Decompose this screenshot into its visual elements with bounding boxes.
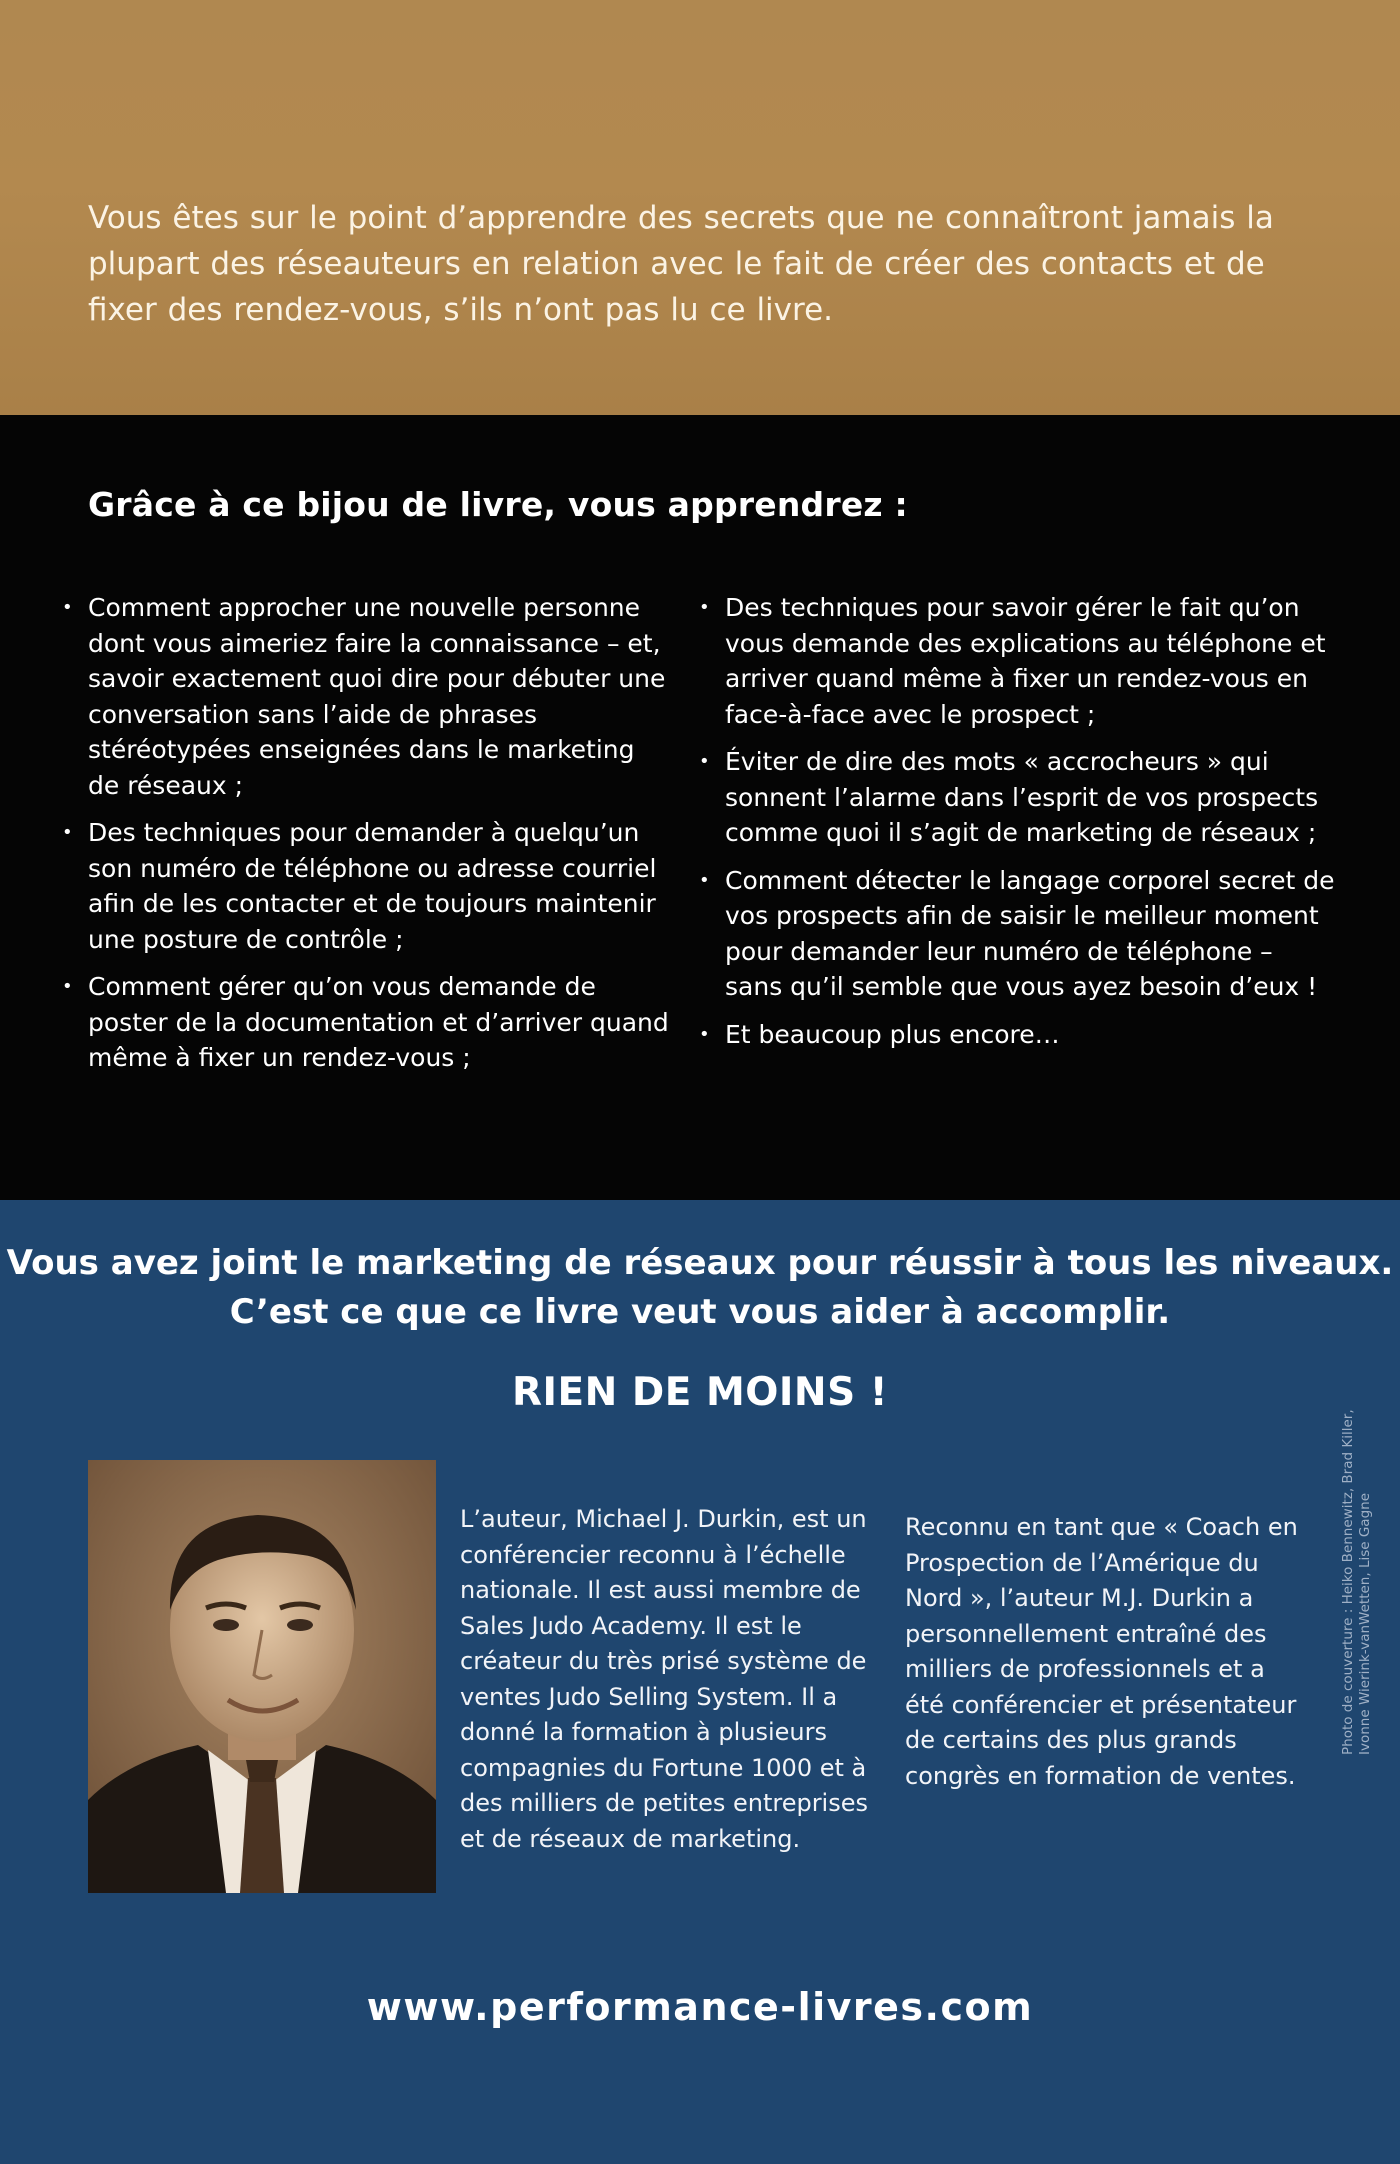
website-url: www.performance-livres.com xyxy=(366,1985,1034,2029)
list-item: • Comment approcher une nouvelle personne dont vous aimeriez faire la connaissance – et, savoir exactement quoi dire pour débuter une conversation sans l’aide de phrases stéréotypées enseignées dans le marketing de réseaux ; xyxy=(88,590,673,803)
bullet-icon: • xyxy=(62,822,73,843)
bullet-list-left xyxy=(62,590,673,1088)
tagline-line-2: C’est ce que ce livre veut vous aider à accomplir. xyxy=(229,1292,1171,1332)
list-item: • Des techniques pour demander à quelqu’un son numéro de téléphone ou adresse courriel afin de les contacter et de toujours maintenir une posture de contrôle ; xyxy=(88,815,673,957)
list-item: • Et beaucoup plus encore… xyxy=(725,1017,1335,1053)
intro-band xyxy=(0,0,1400,415)
author-photo xyxy=(88,1460,436,1893)
bullet-icon: • xyxy=(699,597,710,618)
learn-band xyxy=(0,415,1400,1200)
photo-credit-line-2: Ivonne Wierink-vanWetten, Lise Gagne xyxy=(1357,1492,1373,1755)
author-portrait-icon xyxy=(88,1460,436,1893)
list-item: • Comment détecter le langage corporel secret de vos prospects afin de saisir le meilleur moment pour demander leur numéro de téléphone – sans qu’il semble que vous ayez besoin d’eux ! xyxy=(725,863,1335,1005)
bullet-icon: • xyxy=(62,976,73,997)
bullet-icon: • xyxy=(699,869,710,891)
photo-credit-line-1: Photo de couverture : Heiko Bennewitz, Brad Killer, xyxy=(1340,1409,1356,1755)
author-bio-left: L’auteur, Michael J. Durkin, est un conférencier reconnu à l’échelle nationale. Il est aussi membre de Sales Judo Academy. Il est le créateur du très prisé système de ventes Judo Selling System. Il a donné la formation à plusieurs compagnies du Fortune 1000 et à des milliers de petites entreprises et de réseaux de marketing. xyxy=(460,1505,868,1853)
learn-heading: Grâce à ce bijou de livre, vous apprendrez : xyxy=(88,485,908,524)
author-bio-right: Reconnu en tant que « Coach en Prospection de l’Amérique du Nord », l’auteur M.J. Durkin a personnellement entraîné des milliers de professionnels et a été conférencier et présentateur de certains des plus grands congrès en formation de ventes. xyxy=(905,1513,1298,1790)
tagline-line-1: Vous avez joint le marketing de réseaux pour réussir à tous les niveaux. xyxy=(6,1243,1394,1283)
emphasis-heading: RIEN DE MOINS ! xyxy=(511,1370,889,1415)
bullet-icon: • xyxy=(699,1023,710,1045)
list-item: • Des techniques pour savoir gérer le fait qu’on vous demande des explications au téléphone et arriver quand même à fixer un rendez-vous en face-à-face avec le prospect ; xyxy=(725,590,1335,732)
intro-text: Vous êtes sur le point d’apprendre des secrets que ne connaîtront jamais la plupart des réseauteurs en relation avec le fait de créer des contacts et de fixer des rendez-vous, s’ils n’ont pas lu ce livre. xyxy=(88,200,1274,328)
list-item: • Comment gérer qu’on vous demande de poster de la documentation et d’arriver quand même à fixer un rendez-vous ; xyxy=(88,969,673,1076)
list-item: • Éviter de dire des mots « accrocheurs » qui sonnent l’alarme dans l’esprit de vos prospects comme quoi il s’agit de marketing de réseaux ; xyxy=(725,744,1335,851)
bullet-list-right xyxy=(699,590,1335,1064)
author-band xyxy=(0,1200,1400,2164)
bullet-icon: • xyxy=(699,751,710,772)
bullet-icon: • xyxy=(62,597,73,618)
photo-credit xyxy=(1340,1355,1374,1755)
